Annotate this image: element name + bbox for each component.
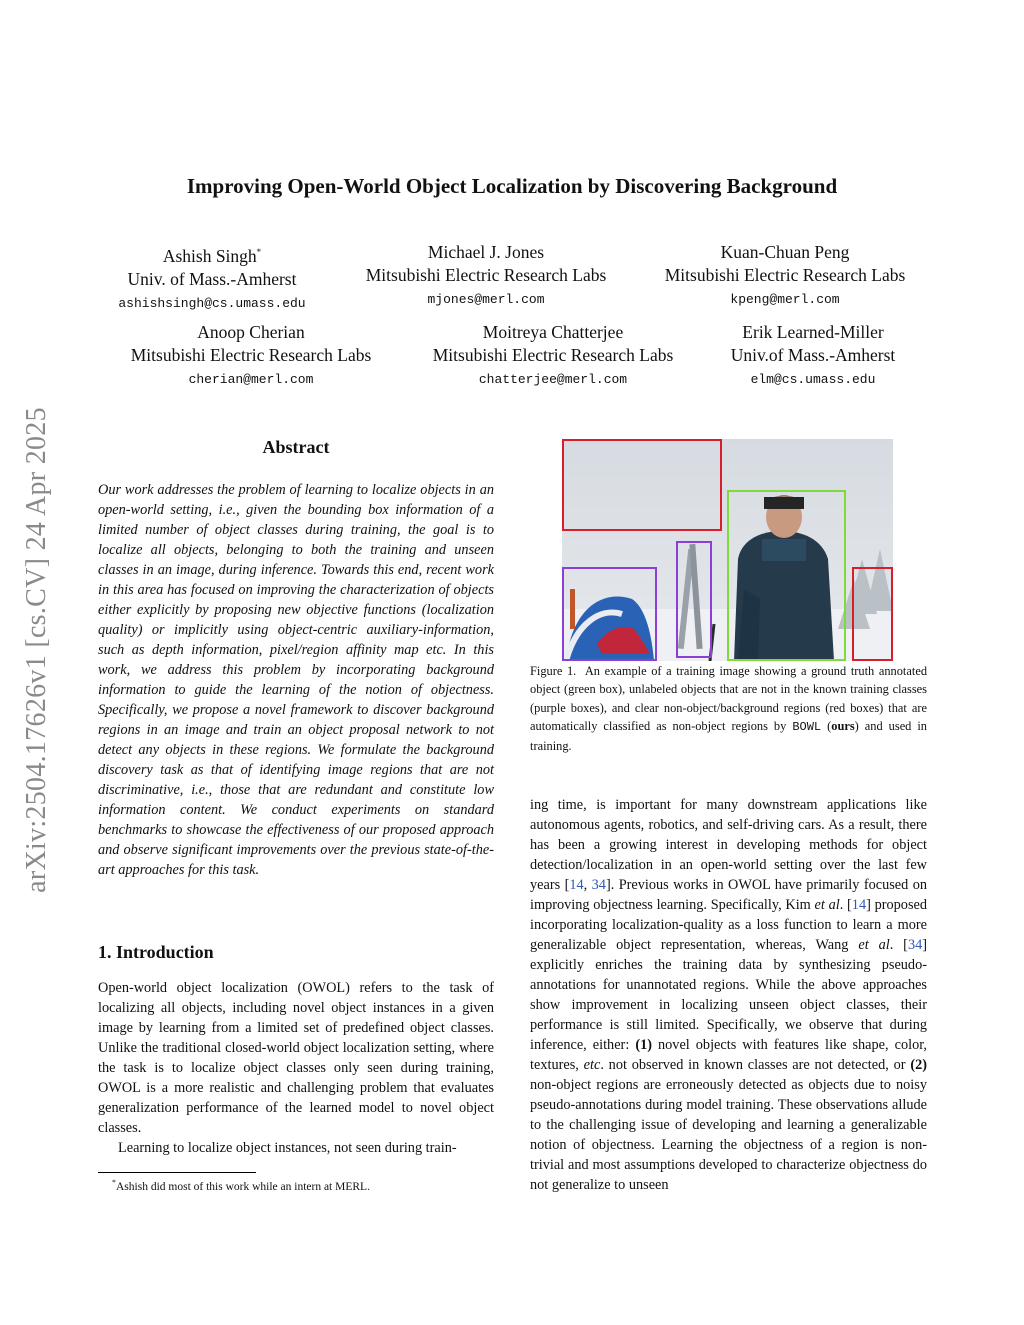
citation-link[interactable]: 14 <box>569 877 584 893</box>
abstract-body: Our work addresses the problem of learning to localize objects in an open-world setting, i.e., given the bounding box information of a limited number of object classes during training, the goal is to localize all objects, belonging to both the training and unseen classes in an image, during inference. Towards this end, recent work in this area has focused on improving the characterization of objects either explicitly by proposing new objective functions (localization quality) or implicitly using object-centric auxiliary-information, such as depth information, pixel/region affinity map etc. In this work, we address this problem by incorporating background information to guide the learning of the notion of objectness. Specifically, we propose a novel framework to discover background regions in an image and train an object proposal network to not detect any objects in these regions. We formulate the background discovery task as that of identifying image regions that are not discriminative, i.e., those that are redundant and constitute low information content. We conduct experiments on standard benchmarks to showcase the effectiveness of our proposed approach and observe significant improvements over the previous state-of-the-art approaches for this task. <box>98 482 494 878</box>
method-name: BOWL <box>792 720 822 735</box>
author-block <box>101 321 401 387</box>
author-name: Moitreya Chatterjee <box>482 322 624 342</box>
figure-image <box>562 439 893 661</box>
intro-paragraph: Learning to localize object instances, not seen during train- <box>118 1140 457 1156</box>
citation-link[interactable]: 34 <box>907 937 923 953</box>
author-block <box>336 241 636 307</box>
author-footnote-mark: * <box>256 247 262 257</box>
author-affiliation: Univ. of Mass.-Amherst <box>127 268 297 289</box>
citation-link[interactable]: 34 <box>591 877 606 893</box>
paper-title: Improving Open-World Object Localization by Discovering Background <box>186 174 838 198</box>
author-block <box>663 321 963 387</box>
author-name: Erik Learned-Miller <box>742 322 884 342</box>
author-name: Ashish Singh* <box>162 245 262 266</box>
author-block <box>635 241 935 307</box>
figure-caption: Figure 1. An example of a training image showing a ground truth annotated object (green box), unlabeled objects that are not in the known training classes (purple boxes), and clear non-object/background regions (red boxes) that are automatically classified as non-object regions by BOWL (ours) and used in training. <box>530 664 928 753</box>
intro-paragraph: Open-world object localization (OWOL) refers to the task of localizing all objects, including novel object instances in a given image by learning from a limited set of predefined object classes. Unlike the traditional closed-world object localization setting, where the task is to localize object classes only seen during training, OWOL is a more realistic and challenging problem that evaluates generalization performance of the learned model to novel object classes. <box>98 980 494 1136</box>
author-name: Michael J. Jones <box>427 242 545 262</box>
arxiv-id: arXiv:2504.17626v1 [cs.CV] 24 Apr 2025 <box>21 407 52 893</box>
figure-label: Figure 1. <box>530 664 577 678</box>
arxiv-stamp <box>14 350 60 950</box>
footnote-rule <box>98 1172 256 1173</box>
snow-scene-photo <box>562 439 893 661</box>
author-affiliation: Mitsubishi Electric Research Labs <box>432 345 674 365</box>
author-email[interactable]: cherian@merl.com <box>188 372 314 387</box>
author-block <box>62 241 362 311</box>
footnote: *Ashish did most of this work while an intern at MERL. <box>112 1178 370 1193</box>
right-column-body: ing time, is important for many downstream applications like autonomous agents, robotics, and self-driving cars. As a result, there has been a growing interest in developing methods for object detection/localization in an open-world setting over the last few years [14, 34]. Previous works in OWOL have primarily focused on improving objectness learning. Specifically, Kim et al. [14] proposed incorporating localization-quality as a loss function to learn a more generalizable object representation, whereas, Wang et al. [34] explicitly enriches the training data by synthesizing pseudo-annotations for unannotated regions. While the above approaches show improvement in localizing unseen object classes, their performance is still limited. Specifically, we observe that during inference, either: (1) novel objects with features like shape, color, textures, etc. not observed in known classes are not detected, or (2) non-object regions are erroneously detected as objects due to noisy pseudo-annotations during model training. These observations allude to the challenging issue of developing and learning a generalizable notion of objectness. Learning the objectness of a region is non-trivial and most assumptions developed to characterize objectness do not generalize to unseen <box>530 797 928 1193</box>
author-affiliation: Univ.of Mass.-Amherst <box>730 345 896 365</box>
author-email[interactable]: kpeng@merl.com <box>730 292 840 307</box>
author-affiliation: Mitsubishi Electric Research Labs <box>365 265 607 285</box>
author-affiliation: Mitsubishi Electric Research Labs <box>664 265 906 285</box>
author-email[interactable]: chatterjee@merl.com <box>478 372 628 387</box>
author-email[interactable]: mjones@merl.com <box>427 292 545 307</box>
author-affiliation: Mitsubishi Electric Research Labs <box>130 345 372 365</box>
author-block <box>403 321 703 387</box>
abstract-heading: Abstract <box>262 437 330 457</box>
citation-link[interactable]: 14 <box>851 897 867 913</box>
author-email[interactable]: ashishsingh@cs.umass.edu <box>118 295 306 311</box>
author-email[interactable]: elm@cs.umass.edu <box>750 372 876 387</box>
intro-body <box>98 978 494 1158</box>
intro-heading: 1. Introduction <box>98 942 214 962</box>
author-name: Anoop Cherian <box>197 322 305 342</box>
author-name: Kuan-Chuan Peng <box>720 242 850 262</box>
